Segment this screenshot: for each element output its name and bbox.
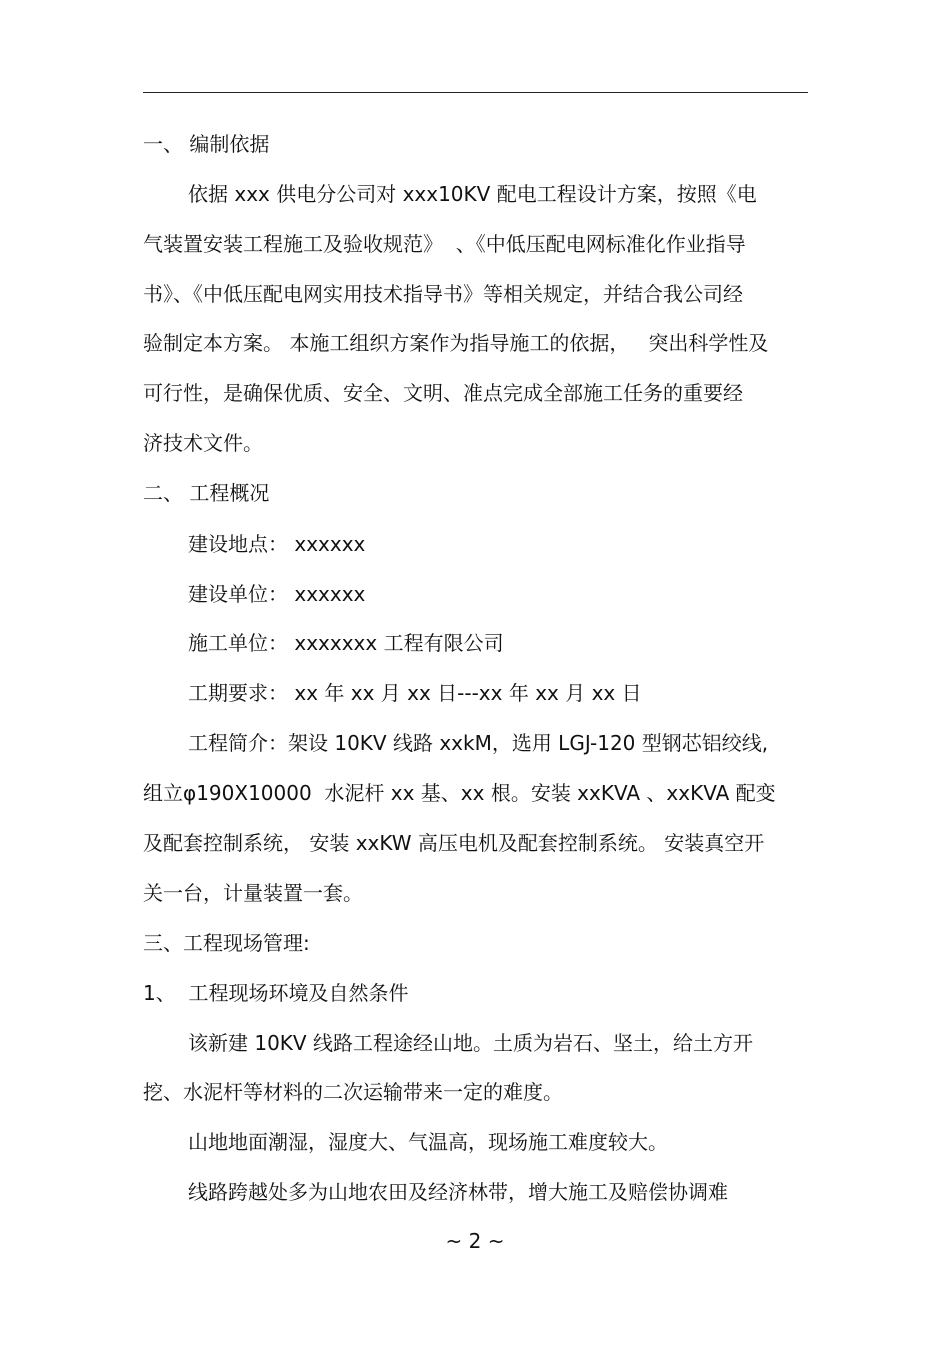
page-number: ~ 2 ~ xyxy=(445,1229,505,1253)
paragraph-line: 工程简介：架设 10KV 线路 xxkM，选用 LGJ-120 型钢芯铝绞线, xyxy=(188,731,769,755)
info-item-schedule: 工期要求： xx 年 xx 月 xx 日---xx 年 xx 月 xx 日 xyxy=(188,681,642,705)
info-item-contractor: 施工单位： xxxxxxx 工程有限公司 xyxy=(188,631,504,655)
subsection-1-heading: 1、 工程现场环境及自然条件 xyxy=(143,981,409,1005)
paragraph-line: 依据 xxx 供电分公司对 xxx10KV 配电工程设计方案，按照《电 xyxy=(188,182,757,206)
paragraph-line: 气装置安装工程施工及验收规范》 、《中低压配电网标准化作业指导 xyxy=(143,232,746,256)
paragraph-line: 挖、水泥杆等材料的二次运输带来一定的难度。 xyxy=(143,1080,563,1104)
paragraph-line: 济技术文件。 xyxy=(143,431,263,455)
paragraph-line: 组立φ190X10000 水泥杆 xx 基、xx 根。安装 xxKVA 、xxKVA 配变 xyxy=(143,781,776,805)
info-item-location: 建设地点： xxxxxx xyxy=(188,532,366,556)
paragraph-line: 书》、《中低压配电网实用技术指导书》等相关规定，并结合我公司经 xyxy=(143,282,743,306)
paragraph-line: 可行性，是确保优质、安全、文明、准点完成全部施工任务的重要经 xyxy=(143,381,743,405)
paragraph-line: 及配套控制系统， 安装 xxKW 高压电机及配套控制系统。 安装真空开 xyxy=(143,831,765,855)
paragraph-line: 该新建 10KV 线路工程途经山地。土质为岩石、坚土，给土方开 xyxy=(188,1031,753,1055)
info-item-builder: 建设单位： xxxxxx xyxy=(188,582,366,606)
section-2-heading: 二、 工程概况 xyxy=(143,481,270,505)
paragraph-line: 山地地面潮湿，湿度大、气温高，现场施工难度较大。 xyxy=(188,1130,668,1154)
section-1-heading: 一、 编制依据 xyxy=(143,132,270,156)
paragraph-line: 验制定本方案。 本施工组织方案作为指导施工的依据， 突出科学性及 xyxy=(143,331,769,355)
paragraph-line: 线路跨越处多为山地农田及经济林带，增大施工及赔偿协调难 xyxy=(188,1180,728,1204)
section-3-heading: 三、工程现场管理: xyxy=(143,931,310,955)
paragraph-line: 关一台，计量装置一套。 xyxy=(143,881,363,905)
header-rule xyxy=(143,92,808,93)
